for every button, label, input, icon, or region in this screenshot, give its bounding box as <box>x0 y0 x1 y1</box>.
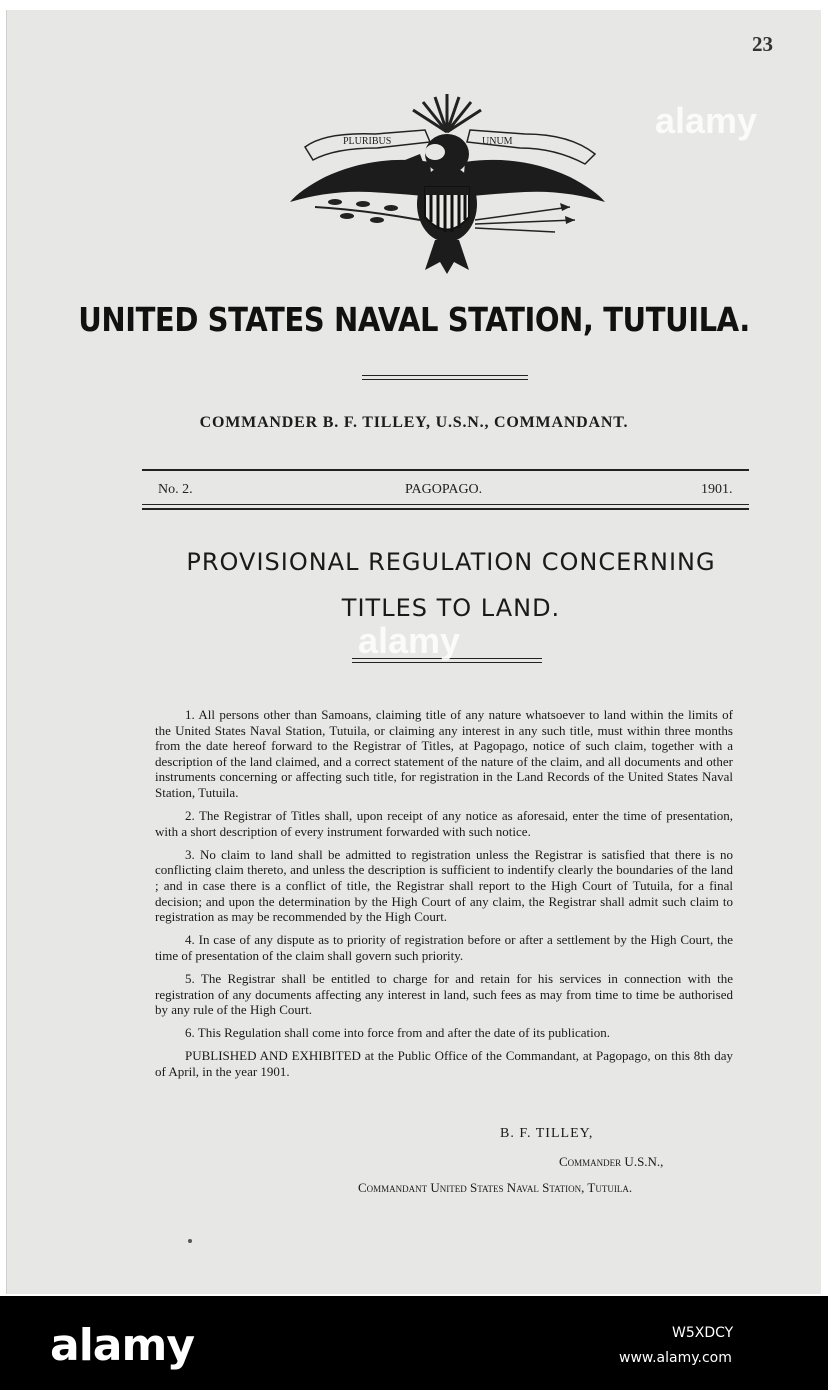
eagle-crest-icon <box>285 92 610 277</box>
signature-station: Commandant United States Naval Station, Tutuila. <box>358 1180 633 1195</box>
station-title: UNITED STATES NAVAL STATION, TUTUILA. <box>78 300 750 339</box>
issue-top-rule <box>142 469 749 471</box>
crest-motto-left: PLURIBUS <box>343 136 392 147</box>
crest-motto-right: UNUM <box>482 136 513 147</box>
publication-notice: PUBLISHED AND EXHIBITED at the Public Office of the Commandant, at Pagopago, on this 8th day of April, in the year 1901. <box>155 1048 733 1079</box>
issue-bottom-rule <box>142 508 749 510</box>
regulation-paragraph: 5. The Registrar shall be entitled to charge for and retain for his services in connection with the registration of any documents affecting any interest in land, such fees as may from time to time be authorised by any rule of the High Court. <box>155 970 733 1018</box>
watermark-footer-logo: alamy <box>50 1320 194 1371</box>
page-number: 23 <box>752 32 773 56</box>
issue-number: No. 2. <box>158 482 193 497</box>
issue-place: PAGOPAGO. <box>405 482 483 497</box>
signature-name: B. F. TILLEY, <box>500 1126 594 1141</box>
regulation-paragraph: 4. In case of any dispute as to priority of registration before or after a settlement by the High Court, the time of presentation of the claim shall govern such priority. <box>155 932 733 963</box>
watermark-logo: alamy <box>358 620 461 661</box>
regulation-body <box>155 707 733 1087</box>
title-divider <box>362 375 528 376</box>
watermark-image-id: W5XDCY <box>672 1325 734 1341</box>
regulation-paragraph: 6. This Regulation shall come into force from and after the date of its publication. <box>185 1025 611 1041</box>
watermark-logo: alamy <box>655 100 758 141</box>
regulation-title-line-1: PROVISIONAL REGULATION CONCERNING <box>186 548 716 576</box>
ink-spot <box>188 1239 192 1243</box>
signature-rank: Commander U.S.N., <box>559 1154 664 1169</box>
commandant-line: COMMANDER B. F. TILLEY, U.S.N., COMMANDANT. <box>199 414 629 431</box>
regulation-divider <box>352 662 542 663</box>
regulation-paragraph: 3. No claim to land shall be admitted to registration unless the Registrar is satisfied that there is no conflicting claim thereto, and unless the description is sufficient to indentify clearly the boundaries of the land ; and in case there is a conflict of title, the Registrar shall report to the High Court of Tutuila, for a final decision; and upon the determination by the High Court of any claim, the Registrar shall admit such claim to registration as may be recommended by the High Court. <box>155 846 733 925</box>
issue-bottom-rule <box>142 504 749 505</box>
regulation-title-line-2: TITLES TO LAND. <box>341 594 561 622</box>
title-divider <box>362 379 528 380</box>
regulation-paragraph: 2. The Registrar of Titles shall, upon receipt of any notice as aforesaid, enter the time of presentation, with a short description of every instrument forwarded with such notice. <box>155 808 733 839</box>
watermark-url: www.alamy.com <box>619 1350 732 1366</box>
issue-year: 1901. <box>701 482 733 497</box>
regulation-paragraph: 1. All persons other than Samoans, claiming title of any nature whatsoever to land within the limits of the United States Naval Station, Tutuila, or claiming any interest in any such title, must within three months from the date hereof forward to the Registrar of Titles, at Pagopago, notice of such claim, together with a description of the land claimed, and a correct statement of the nature of the claim, and all documents and other instruments concerning or affecting such title, for registration in the Land Records of the United States Naval Station, Tutuila. <box>155 707 733 800</box>
